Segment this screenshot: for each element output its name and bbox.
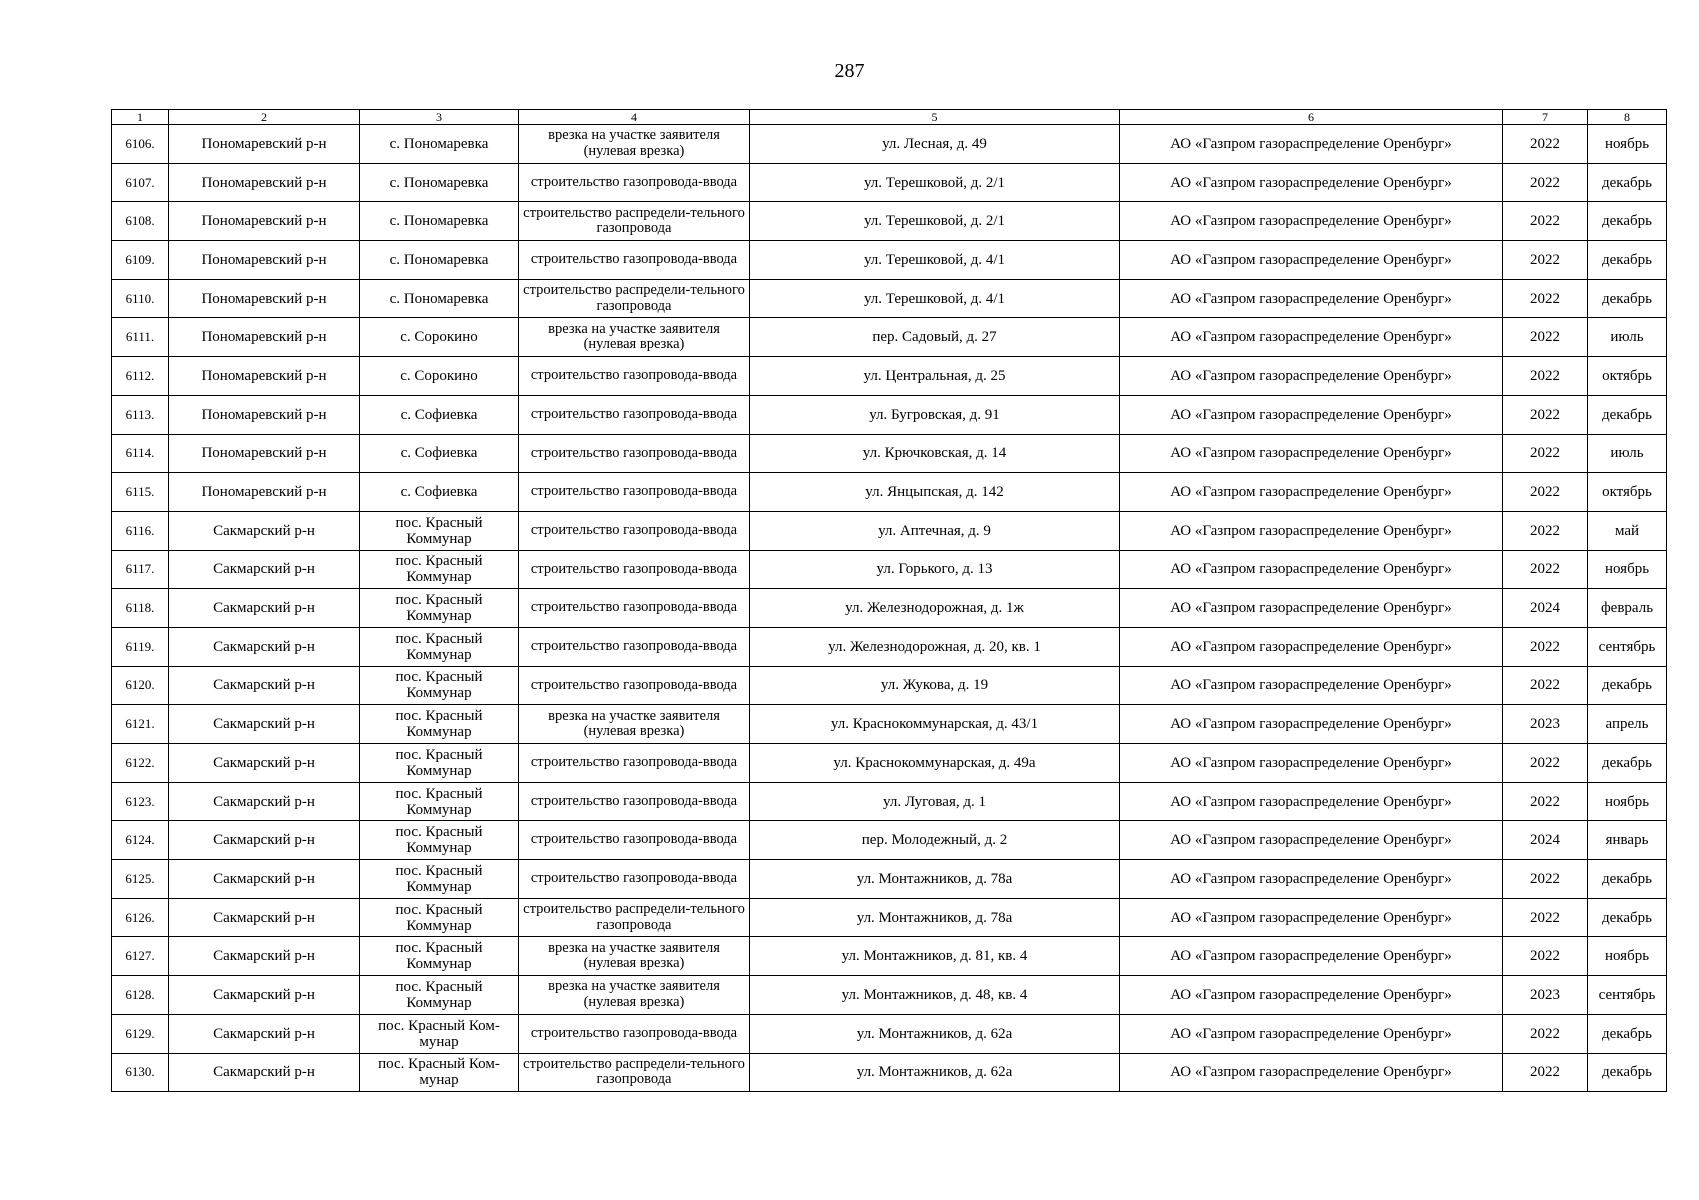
year-cell: 2022: [1503, 163, 1588, 202]
year-cell: 2022: [1503, 782, 1588, 821]
settlement-cell: с. Софиевка: [360, 473, 519, 512]
settlement-cell: с. Пономаревка: [360, 241, 519, 280]
address-cell: ул. Крючковская, д. 14: [750, 434, 1120, 473]
data-table: [111, 109, 1667, 1092]
year-cell: 2022: [1503, 395, 1588, 434]
organization-cell: АО «Газпром газораспределение Оренбург»: [1120, 666, 1503, 705]
month-cell: декабрь: [1588, 1014, 1667, 1053]
table-row: [112, 473, 1667, 512]
year-cell: 2022: [1503, 511, 1588, 550]
work-type-cell: строительство газопровода-ввода: [519, 782, 750, 821]
organization-cell: АО «Газпром газораспределение Оренбург»: [1120, 125, 1503, 164]
row-number: 6116.: [112, 511, 169, 550]
district-cell: Сакмарский р-н: [169, 782, 360, 821]
work-type-cell: строительство газопровода-ввода: [519, 666, 750, 705]
row-number: 6111.: [112, 318, 169, 357]
address-cell: ул. Монтажников, д. 48, кв. 4: [750, 976, 1120, 1015]
row-number: 6115.: [112, 473, 169, 512]
year-cell: 2022: [1503, 860, 1588, 899]
work-type-cell: строительство газопровода-ввода: [519, 241, 750, 280]
work-type-cell: строительство газопровода-ввода: [519, 1014, 750, 1053]
work-type-cell: строительство газопровода-ввода: [519, 860, 750, 899]
year-cell: 2024: [1503, 589, 1588, 628]
month-cell: ноябрь: [1588, 125, 1667, 164]
settlement-cell: пос. Красный Коммунар: [360, 705, 519, 744]
column-number: 4: [519, 110, 750, 125]
row-number: 6128.: [112, 976, 169, 1015]
settlement-cell: с. Сорокино: [360, 357, 519, 396]
address-cell: ул. Терешковой, д. 2/1: [750, 202, 1120, 241]
table-row: [112, 821, 1667, 860]
organization-cell: АО «Газпром газораспределение Оренбург»: [1120, 627, 1503, 666]
address-cell: ул. Железнодорожная, д. 20, кв. 1: [750, 627, 1120, 666]
settlement-cell: пос. Красный Ком-мунар: [360, 1014, 519, 1053]
district-cell: Пономаревский р-н: [169, 318, 360, 357]
address-cell: ул. Краснокоммунарская, д. 49а: [750, 744, 1120, 783]
organization-cell: АО «Газпром газораспределение Оренбург»: [1120, 163, 1503, 202]
month-cell: октябрь: [1588, 357, 1667, 396]
month-cell: декабрь: [1588, 860, 1667, 899]
district-cell: Сакмарский р-н: [169, 550, 360, 589]
row-number: 6114.: [112, 434, 169, 473]
district-cell: Пономаревский р-н: [169, 395, 360, 434]
organization-cell: АО «Газпром газораспределение Оренбург»: [1120, 202, 1503, 241]
address-cell: ул. Горького, д. 13: [750, 550, 1120, 589]
month-cell: декабрь: [1588, 163, 1667, 202]
column-number: 5: [750, 110, 1120, 125]
column-number: 2: [169, 110, 360, 125]
row-number: 6106.: [112, 125, 169, 164]
settlement-cell: пос. Красный Коммунар: [360, 937, 519, 976]
month-cell: февраль: [1588, 589, 1667, 628]
address-cell: пер. Молодежный, д. 2: [750, 821, 1120, 860]
settlement-cell: пос. Красный Коммунар: [360, 860, 519, 899]
row-number: 6108.: [112, 202, 169, 241]
table-row: [112, 937, 1667, 976]
settlement-cell: пос. Красный Коммунар: [360, 511, 519, 550]
work-type-cell: врезка на участке заявителя (нулевая врезка): [519, 937, 750, 976]
row-number: 6107.: [112, 163, 169, 202]
organization-cell: АО «Газпром газораспределение Оренбург»: [1120, 1053, 1503, 1092]
month-cell: ноябрь: [1588, 550, 1667, 589]
address-cell: ул. Краснокоммунарская, д. 43/1: [750, 705, 1120, 744]
district-cell: Сакмарский р-н: [169, 860, 360, 899]
column-number: 3: [360, 110, 519, 125]
organization-cell: АО «Газпром газораспределение Оренбург»: [1120, 744, 1503, 783]
work-type-cell: строительство распредели-тельного газопровода: [519, 202, 750, 241]
work-type-cell: строительство газопровода-ввода: [519, 589, 750, 628]
address-cell: ул. Янцыпская, д. 142: [750, 473, 1120, 512]
organization-cell: АО «Газпром газораспределение Оренбург»: [1120, 976, 1503, 1015]
address-cell: ул. Монтажников, д. 62а: [750, 1014, 1120, 1053]
district-cell: Сакмарский р-н: [169, 821, 360, 860]
row-number: 6112.: [112, 357, 169, 396]
district-cell: Сакмарский р-н: [169, 589, 360, 628]
work-type-cell: строительство распредели-тельного газопровода: [519, 898, 750, 937]
month-cell: ноябрь: [1588, 937, 1667, 976]
district-cell: Пономаревский р-н: [169, 241, 360, 280]
address-cell: ул. Луговая, д. 1: [750, 782, 1120, 821]
district-cell: Сакмарский р-н: [169, 1053, 360, 1092]
row-number: 6119.: [112, 627, 169, 666]
organization-cell: АО «Газпром газораспределение Оренбург»: [1120, 357, 1503, 396]
year-cell: 2022: [1503, 1053, 1588, 1092]
district-cell: Пономаревский р-н: [169, 473, 360, 512]
settlement-cell: с. Софиевка: [360, 395, 519, 434]
row-number: 6109.: [112, 241, 169, 280]
work-type-cell: строительство распредели-тельного газопровода: [519, 279, 750, 318]
settlement-cell: с. Пономаревка: [360, 125, 519, 164]
settlement-cell: пос. Красный Коммунар: [360, 666, 519, 705]
settlement-cell: с. Пономаревка: [360, 202, 519, 241]
district-cell: Сакмарский р-н: [169, 511, 360, 550]
year-cell: 2022: [1503, 357, 1588, 396]
table-row: [112, 1053, 1667, 1092]
year-cell: 2022: [1503, 241, 1588, 280]
organization-cell: АО «Газпром газораспределение Оренбург»: [1120, 589, 1503, 628]
row-number: 6125.: [112, 860, 169, 899]
table-row: [112, 434, 1667, 473]
district-cell: Сакмарский р-н: [169, 705, 360, 744]
column-number-row: [112, 110, 1667, 125]
table-row: [112, 163, 1667, 202]
organization-cell: АО «Газпром газораспределение Оренбург»: [1120, 318, 1503, 357]
table-row: [112, 202, 1667, 241]
settlement-cell: пос. Красный Коммунар: [360, 976, 519, 1015]
address-cell: ул. Бугровская, д. 91: [750, 395, 1120, 434]
address-cell: ул. Центральная, д. 25: [750, 357, 1120, 396]
column-number: 7: [1503, 110, 1588, 125]
organization-cell: АО «Газпром газораспределение Оренбург»: [1120, 434, 1503, 473]
year-cell: 2022: [1503, 473, 1588, 512]
month-cell: январь: [1588, 821, 1667, 860]
month-cell: сентябрь: [1588, 976, 1667, 1015]
month-cell: апрель: [1588, 705, 1667, 744]
year-cell: 2022: [1503, 279, 1588, 318]
address-cell: ул. Аптечная, д. 9: [750, 511, 1120, 550]
address-cell: ул. Монтажников, д. 62а: [750, 1053, 1120, 1092]
table-row: [112, 860, 1667, 899]
row-number: 6126.: [112, 898, 169, 937]
year-cell: 2022: [1503, 434, 1588, 473]
row-number: 6127.: [112, 937, 169, 976]
month-cell: декабрь: [1588, 241, 1667, 280]
year-cell: 2023: [1503, 976, 1588, 1015]
table-row: [112, 125, 1667, 164]
organization-cell: АО «Газпром газораспределение Оренбург»: [1120, 860, 1503, 899]
month-cell: декабрь: [1588, 666, 1667, 705]
settlement-cell: пос. Красный Коммунар: [360, 744, 519, 783]
organization-cell: АО «Газпром газораспределение Оренбург»: [1120, 241, 1503, 280]
year-cell: 2022: [1503, 550, 1588, 589]
year-cell: 2022: [1503, 202, 1588, 241]
month-cell: декабрь: [1588, 898, 1667, 937]
work-type-cell: строительство газопровода-ввода: [519, 511, 750, 550]
month-cell: октябрь: [1588, 473, 1667, 512]
table-row: [112, 550, 1667, 589]
district-cell: Сакмарский р-н: [169, 666, 360, 705]
address-cell: ул. Монтажников, д. 78а: [750, 860, 1120, 899]
work-type-cell: строительство газопровода-ввода: [519, 163, 750, 202]
settlement-cell: с. Софиевка: [360, 434, 519, 473]
address-cell: ул. Жукова, д. 19: [750, 666, 1120, 705]
address-cell: ул. Железнодорожная, д. 1ж: [750, 589, 1120, 628]
organization-cell: АО «Газпром газораспределение Оренбург»: [1120, 898, 1503, 937]
work-type-cell: строительство распредели-тельного газопровода: [519, 1053, 750, 1092]
settlement-cell: с. Сорокино: [360, 318, 519, 357]
month-cell: ноябрь: [1588, 782, 1667, 821]
work-type-cell: строительство газопровода-ввода: [519, 627, 750, 666]
address-cell: ул. Терешковой, д. 4/1: [750, 241, 1120, 280]
work-type-cell: врезка на участке заявителя (нулевая врезка): [519, 318, 750, 357]
month-cell: декабрь: [1588, 279, 1667, 318]
address-cell: ул. Монтажников, д. 81, кв. 4: [750, 937, 1120, 976]
table-row: [112, 357, 1667, 396]
table-row: [112, 318, 1667, 357]
year-cell: 2022: [1503, 125, 1588, 164]
year-cell: 2022: [1503, 318, 1588, 357]
table-row: [112, 705, 1667, 744]
settlement-cell: пос. Красный Коммунар: [360, 782, 519, 821]
district-cell: Сакмарский р-н: [169, 744, 360, 783]
month-cell: сентябрь: [1588, 627, 1667, 666]
organization-cell: АО «Газпром газораспределение Оренбург»: [1120, 821, 1503, 860]
address-cell: пер. Садовый, д. 27: [750, 318, 1120, 357]
year-cell: 2022: [1503, 898, 1588, 937]
address-cell: ул. Терешковой, д. 2/1: [750, 163, 1120, 202]
row-number: 6113.: [112, 395, 169, 434]
work-type-cell: строительство газопровода-ввода: [519, 434, 750, 473]
settlement-cell: пос. Красный Ком-мунар: [360, 1053, 519, 1092]
work-type-cell: врезка на участке заявителя (нулевая врезка): [519, 125, 750, 164]
settlement-cell: пос. Красный Коммунар: [360, 821, 519, 860]
work-type-cell: врезка на участке заявителя (нулевая врезка): [519, 705, 750, 744]
address-cell: ул. Монтажников, д. 78а: [750, 898, 1120, 937]
settlement-cell: с. Пономаревка: [360, 279, 519, 318]
row-number: 6117.: [112, 550, 169, 589]
row-number: 6124.: [112, 821, 169, 860]
year-cell: 2022: [1503, 937, 1588, 976]
month-cell: декабрь: [1588, 395, 1667, 434]
district-cell: Пономаревский р-н: [169, 357, 360, 396]
table-row: [112, 744, 1667, 783]
district-cell: Сакмарский р-н: [169, 976, 360, 1015]
month-cell: май: [1588, 511, 1667, 550]
table-row: [112, 627, 1667, 666]
table-row: [112, 589, 1667, 628]
district-cell: Сакмарский р-н: [169, 898, 360, 937]
month-cell: июль: [1588, 434, 1667, 473]
organization-cell: АО «Газпром газораспределение Оренбург»: [1120, 550, 1503, 589]
row-number: 6118.: [112, 589, 169, 628]
organization-cell: АО «Газпром газораспределение Оренбург»: [1120, 511, 1503, 550]
table-row: [112, 395, 1667, 434]
work-type-cell: строительство газопровода-ввода: [519, 473, 750, 512]
row-number: 6129.: [112, 1014, 169, 1053]
organization-cell: АО «Газпром газораспределение Оренбург»: [1120, 279, 1503, 318]
organization-cell: АО «Газпром газораспределение Оренбург»: [1120, 705, 1503, 744]
address-cell: ул. Терешковой, д. 4/1: [750, 279, 1120, 318]
table-row: [112, 782, 1667, 821]
row-number: 6110.: [112, 279, 169, 318]
district-cell: Пономаревский р-н: [169, 163, 360, 202]
month-cell: июль: [1588, 318, 1667, 357]
month-cell: декабрь: [1588, 202, 1667, 241]
table-row: [112, 1014, 1667, 1053]
year-cell: 2023: [1503, 705, 1588, 744]
work-type-cell: строительство газопровода-ввода: [519, 395, 750, 434]
settlement-cell: пос. Красный Коммунар: [360, 589, 519, 628]
year-cell: 2024: [1503, 821, 1588, 860]
work-type-cell: строительство газопровода-ввода: [519, 550, 750, 589]
work-type-cell: строительство газопровода-ввода: [519, 821, 750, 860]
year-cell: 2022: [1503, 627, 1588, 666]
column-number: 8: [1588, 110, 1667, 125]
organization-cell: АО «Газпром газораспределение Оренбург»: [1120, 473, 1503, 512]
address-cell: ул. Лесная, д. 49: [750, 125, 1120, 164]
table-row: [112, 898, 1667, 937]
settlement-cell: пос. Красный Коммунар: [360, 898, 519, 937]
year-cell: 2022: [1503, 666, 1588, 705]
district-cell: Пономаревский р-н: [169, 434, 360, 473]
year-cell: 2022: [1503, 1014, 1588, 1053]
column-number: 6: [1120, 110, 1503, 125]
table-row: [112, 976, 1667, 1015]
table-row: [112, 511, 1667, 550]
district-cell: Сакмарский р-н: [169, 1014, 360, 1053]
settlement-cell: пос. Красный Коммунар: [360, 550, 519, 589]
year-cell: 2022: [1503, 744, 1588, 783]
column-number: 1: [112, 110, 169, 125]
row-number: 6122.: [112, 744, 169, 783]
district-cell: Пономаревский р-н: [169, 279, 360, 318]
row-number: 6130.: [112, 1053, 169, 1092]
organization-cell: АО «Газпром газораспределение Оренбург»: [1120, 395, 1503, 434]
work-type-cell: строительство газопровода-ввода: [519, 357, 750, 396]
district-cell: Сакмарский р-н: [169, 627, 360, 666]
district-cell: Пономаревский р-н: [169, 202, 360, 241]
table-row: [112, 666, 1667, 705]
district-cell: Сакмарский р-н: [169, 937, 360, 976]
work-type-cell: врезка на участке заявителя (нулевая врезка): [519, 976, 750, 1015]
work-type-cell: строительство газопровода-ввода: [519, 744, 750, 783]
organization-cell: АО «Газпром газораспределение Оренбург»: [1120, 782, 1503, 821]
row-number: 6123.: [112, 782, 169, 821]
month-cell: декабрь: [1588, 744, 1667, 783]
settlement-cell: пос. Красный Коммунар: [360, 627, 519, 666]
row-number: 6120.: [112, 666, 169, 705]
row-number: 6121.: [112, 705, 169, 744]
table-row: [112, 279, 1667, 318]
month-cell: декабрь: [1588, 1053, 1667, 1092]
organization-cell: АО «Газпром газораспределение Оренбург»: [1120, 937, 1503, 976]
table-body: [112, 125, 1667, 1092]
page-number: 287: [834, 60, 865, 82]
settlement-cell: с. Пономаревка: [360, 163, 519, 202]
district-cell: Пономаревский р-н: [169, 125, 360, 164]
table-row: [112, 241, 1667, 280]
organization-cell: АО «Газпром газораспределение Оренбург»: [1120, 1014, 1503, 1053]
